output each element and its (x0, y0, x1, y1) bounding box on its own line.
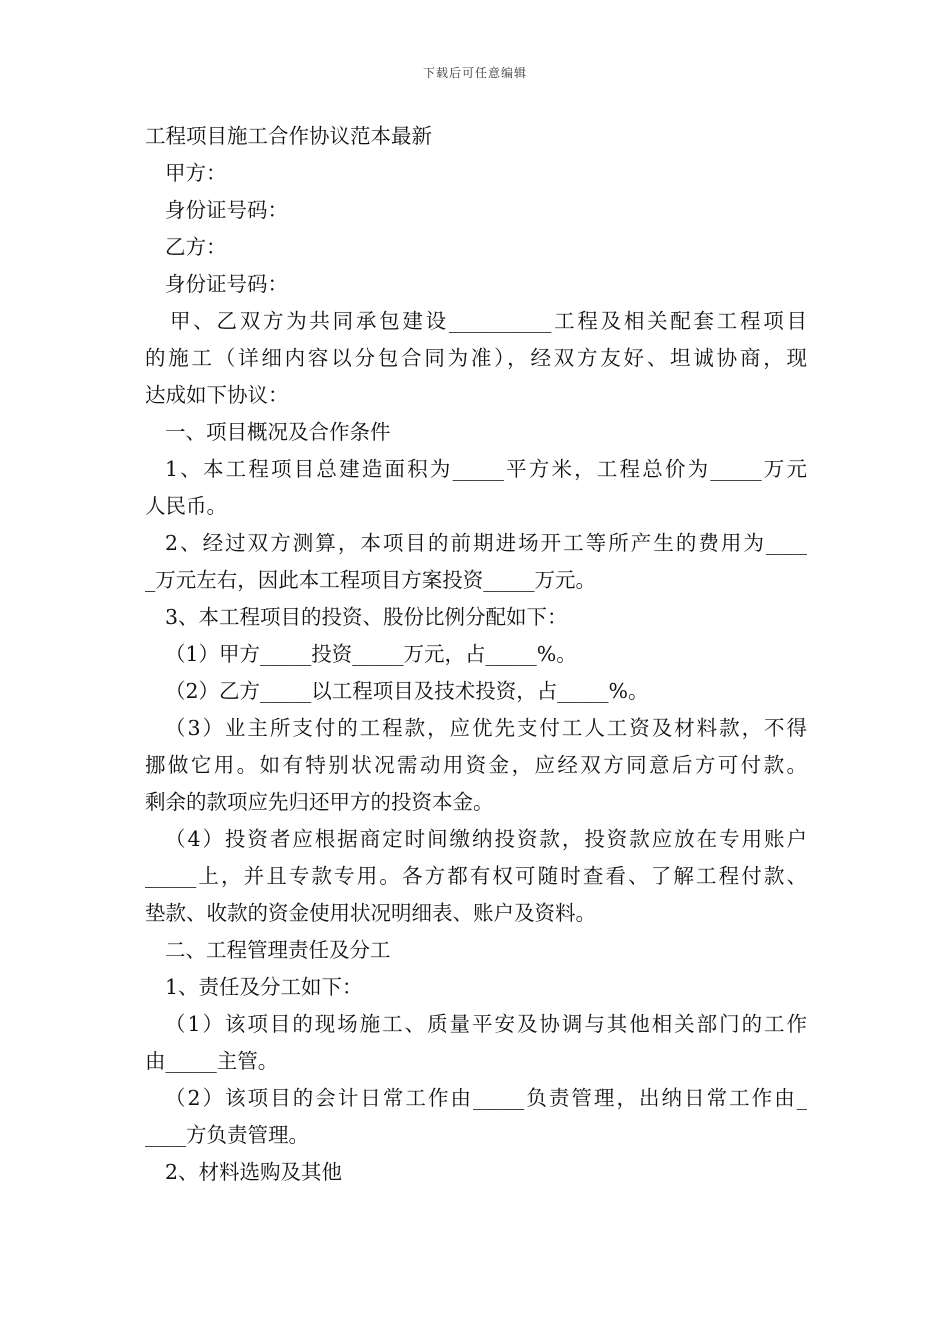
document-body (145, 118, 807, 1191)
paragraph-line: 3、本工程项目的投资、股份比例分配如下： (165, 605, 568, 629)
paragraph-line: ____方负责管理。 (145, 1123, 309, 1147)
paragraph-line: 垫款、收款的资金使用状况明细表、账户及资料。 (145, 901, 596, 925)
paragraph-line: 1、责任及分工如下： (165, 975, 363, 999)
paragraph-line: 2、经过双方测算，本项目的前期进场开工等所产生的费用为____ (165, 531, 807, 555)
party-a-id-label: 身份证号码： (165, 198, 288, 222)
paragraph-line: （3）业主所支付的工程款，应优先支付工人工资及材料款，不得 (165, 716, 807, 740)
party-b-label: 乙方： (165, 235, 227, 259)
paragraph-line: （2）该项目的会计日常工作由_____负责管理，出纳日常工作由_ (165, 1086, 807, 1110)
page-header: 下载后可任意编辑 (422, 66, 527, 80)
paragraph-line: （1）甲方_____投资_____万元，占_____%。 (165, 642, 577, 666)
document-title: 工程项目施工合作协议范本最新 (145, 124, 432, 148)
paragraph-line: _万元左右，因此本工程项目方案投资_____万元。 (145, 568, 596, 592)
paragraph-line: 达成如下协议： (145, 383, 289, 407)
paragraph-line: 由_____主管。 (145, 1049, 279, 1073)
party-a-label: 甲方： (165, 161, 227, 185)
paragraph-line: 2、材料选购及其他 (165, 1160, 343, 1184)
paragraph-line: _____上，并且专款专用。各方都有权可随时查看、了解工程付款、 (145, 864, 807, 888)
paragraph-line: 的施工（详细内容以分包合同为准），经双方友好、坦诚协商，现 (145, 346, 807, 370)
paragraph-line: 甲、乙双方为共同承包建设__________工程及相关配套工程项目 (170, 309, 807, 333)
paragraph-line: （2）乙方_____以工程项目及技术投资，占_____%。 (165, 679, 649, 703)
section-heading: 一、项目概况及合作条件 (165, 420, 391, 444)
party-b-id-label: 身份证号码： (165, 272, 288, 296)
paragraph-line: 挪做它用。如有特别状况需动用资金，应经双方同意后方可付款。 (145, 753, 807, 777)
paragraph-line: 人民币。 (145, 494, 227, 518)
paragraph-line: 1、本工程项目总建造面积为_____平方米，工程总价为_____万元 (165, 457, 807, 481)
paragraph-line: 剩余的款项应先归还甲方的投资本金。 (145, 790, 494, 814)
section-heading: 二、工程管理责任及分工 (165, 938, 391, 962)
paragraph-line: （4）投资者应根据商定时间缴纳投资款，投资款应放在专用账户 (165, 827, 807, 851)
paragraph-line: （1）该项目的现场施工、质量平安及协调与其他相关部门的工作 (165, 1012, 807, 1036)
